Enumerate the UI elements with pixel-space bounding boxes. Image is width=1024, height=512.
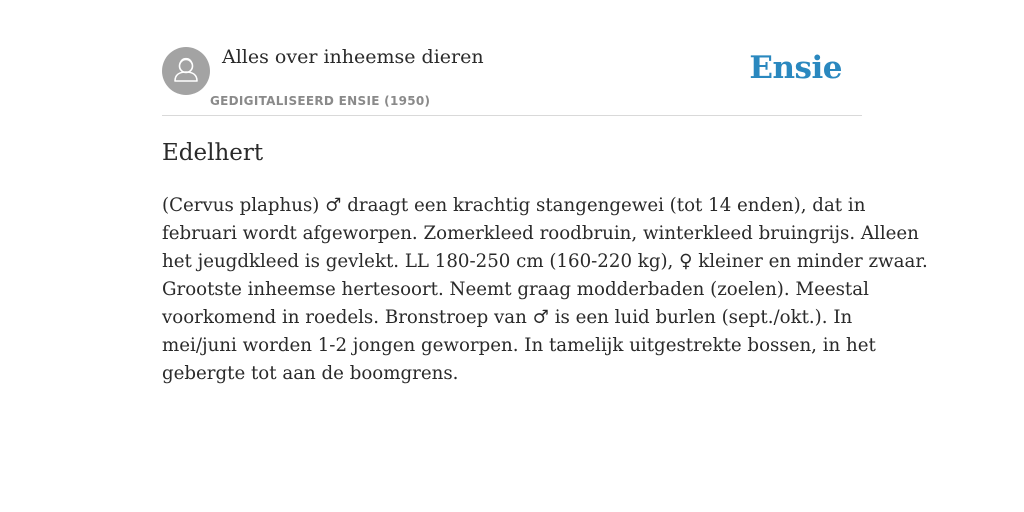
- article-line: het jeugdkleed is gevlekt. LL 180-250 cm (160-220 kg), ♀ kleiner en minder zwaar.: [162, 251, 928, 272]
- article-title: Edelhert: [162, 140, 264, 166]
- ensie-logo[interactable]: Ensie: [749, 50, 842, 86]
- article-line: mei/juni worden 1-2 jongen geworpen. In tamelijk uitgestrekte bossen, in het: [162, 335, 876, 356]
- person-silhouette-icon: [162, 47, 210, 95]
- source-label: GEDIGITALISEERD ENSIE (1950): [210, 94, 431, 108]
- article-line: februari wordt afgeworpen. Zomerkleed roodbruin, winterkleed bruingrijs. Alleen: [162, 223, 919, 244]
- avatar[interactable]: [162, 47, 210, 95]
- header: [162, 40, 862, 116]
- article-line: voorkomend in roedels. Bronstroep van ♂ is een luid burlen (sept./okt.). In: [162, 307, 853, 328]
- article-line: Grootste inheemse hertesoort. Neemt graag modderbaden (zoelen). Meestal: [162, 279, 869, 300]
- article-body: [162, 192, 928, 388]
- article-line: gebergte tot aan de boomgrens.: [162, 363, 459, 384]
- author-name[interactable]: Alles over inheemse dieren: [222, 46, 484, 68]
- article-line: (Cervus plaphus) ♂ draagt een krachtig stangengewei (tot 14 enden), dat in: [162, 195, 866, 216]
